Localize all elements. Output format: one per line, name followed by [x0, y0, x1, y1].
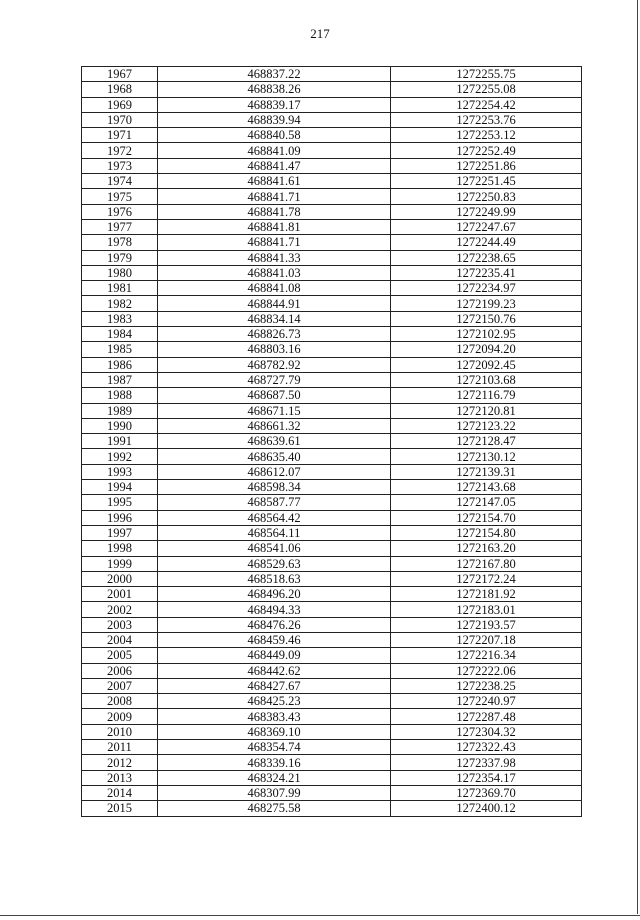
point-number-cell: 1984	[82, 327, 158, 342]
point-number-cell: 2011	[82, 740, 158, 755]
x-coordinate-cell: 468826.73	[158, 327, 391, 342]
table-row	[82, 67, 582, 82]
table-row	[82, 510, 582, 525]
point-number-cell: 1976	[82, 204, 158, 219]
y-coordinate-cell: 1272255.75	[391, 67, 582, 82]
point-number-cell: 1999	[82, 556, 158, 571]
y-coordinate-cell: 1272102.95	[391, 327, 582, 342]
table-row	[82, 357, 582, 372]
x-coordinate-cell: 468803.16	[158, 342, 391, 357]
point-number-cell: 2006	[82, 663, 158, 678]
point-number-cell: 1996	[82, 510, 158, 525]
table-row	[82, 541, 582, 556]
table-row	[82, 342, 582, 357]
point-number-cell: 2009	[82, 709, 158, 724]
table-row	[82, 694, 582, 709]
y-coordinate-cell: 1272252.49	[391, 143, 582, 158]
table-row	[82, 327, 582, 342]
y-coordinate-cell: 1272147.05	[391, 495, 582, 510]
table-row	[82, 311, 582, 326]
y-coordinate-cell: 1272234.97	[391, 281, 582, 296]
point-number-cell: 1992	[82, 449, 158, 464]
point-number-cell: 2005	[82, 648, 158, 663]
point-number-cell: 1986	[82, 357, 158, 372]
point-number-cell: 1991	[82, 434, 158, 449]
y-coordinate-cell: 1272337.98	[391, 755, 582, 770]
x-coordinate-cell: 468541.06	[158, 541, 391, 556]
y-coordinate-cell: 1272216.34	[391, 648, 582, 663]
x-coordinate-cell: 468564.42	[158, 510, 391, 525]
x-coordinate-cell: 468841.03	[158, 265, 391, 280]
point-number-cell: 1977	[82, 219, 158, 234]
y-coordinate-cell: 1272240.97	[391, 694, 582, 709]
point-number-cell: 1983	[82, 311, 158, 326]
point-number-cell: 1981	[82, 281, 158, 296]
point-number-cell: 1987	[82, 372, 158, 387]
point-number-cell: 1967	[82, 67, 158, 82]
point-number-cell: 1988	[82, 388, 158, 403]
x-coordinate-cell: 468841.81	[158, 219, 391, 234]
x-coordinate-cell: 468427.67	[158, 678, 391, 693]
y-coordinate-cell: 1272207.18	[391, 632, 582, 647]
table-row	[82, 525, 582, 540]
table-row	[82, 204, 582, 219]
x-coordinate-cell: 468839.94	[158, 112, 391, 127]
x-coordinate-cell: 468782.92	[158, 357, 391, 372]
y-coordinate-cell: 1272251.86	[391, 158, 582, 173]
table-row	[82, 449, 582, 464]
point-number-cell: 1994	[82, 480, 158, 495]
point-number-cell: 1972	[82, 143, 158, 158]
y-coordinate-cell: 1272181.92	[391, 587, 582, 602]
table-row	[82, 678, 582, 693]
x-coordinate-cell: 468844.91	[158, 296, 391, 311]
y-coordinate-cell: 1272354.17	[391, 770, 582, 785]
x-coordinate-cell: 468841.08	[158, 281, 391, 296]
x-coordinate-cell: 468671.15	[158, 403, 391, 418]
x-coordinate-cell: 468837.22	[158, 67, 391, 82]
table-row	[82, 785, 582, 800]
point-number-cell: 2008	[82, 694, 158, 709]
table-row	[82, 587, 582, 602]
table-row	[82, 632, 582, 647]
point-number-cell: 1978	[82, 235, 158, 250]
x-coordinate-cell: 468687.50	[158, 388, 391, 403]
x-coordinate-cell: 468727.79	[158, 372, 391, 387]
point-number-cell: 1975	[82, 189, 158, 204]
x-coordinate-cell: 468834.14	[158, 311, 391, 326]
coordinate-table-body	[82, 67, 582, 817]
coordinate-table	[81, 66, 582, 817]
y-coordinate-cell: 1272154.80	[391, 525, 582, 540]
y-coordinate-cell: 1272253.12	[391, 128, 582, 143]
point-number-cell: 1980	[82, 265, 158, 280]
point-number-cell: 1982	[82, 296, 158, 311]
table-row	[82, 403, 582, 418]
table-row	[82, 235, 582, 250]
y-coordinate-cell: 1272254.42	[391, 97, 582, 112]
point-number-cell: 1989	[82, 403, 158, 418]
table-row	[82, 143, 582, 158]
y-coordinate-cell: 1272092.45	[391, 357, 582, 372]
page-edge-bottom	[0, 915, 640, 916]
table-row	[82, 82, 582, 97]
table-row	[82, 464, 582, 479]
table-row	[82, 250, 582, 265]
y-coordinate-cell: 1272249.99	[391, 204, 582, 219]
x-coordinate-cell: 468476.26	[158, 617, 391, 632]
x-coordinate-cell: 468307.99	[158, 785, 391, 800]
x-coordinate-cell: 468383.43	[158, 709, 391, 724]
y-coordinate-cell: 1272244.49	[391, 235, 582, 250]
page-number: 217	[310, 26, 330, 41]
table-row	[82, 128, 582, 143]
table-row	[82, 770, 582, 785]
y-coordinate-cell: 1272222.06	[391, 663, 582, 678]
x-coordinate-cell: 468518.63	[158, 571, 391, 586]
point-number-cell: 2001	[82, 587, 158, 602]
point-number-cell: 1979	[82, 250, 158, 265]
y-coordinate-cell: 1272304.32	[391, 724, 582, 739]
point-number-cell: 2015	[82, 801, 158, 816]
y-coordinate-cell: 1272400.12	[391, 801, 582, 816]
table-row	[82, 602, 582, 617]
table-row	[82, 112, 582, 127]
point-number-cell: 2014	[82, 785, 158, 800]
point-number-cell: 2007	[82, 678, 158, 693]
y-coordinate-cell: 1272139.31	[391, 464, 582, 479]
table-row	[82, 281, 582, 296]
y-coordinate-cell: 1272116.79	[391, 388, 582, 403]
x-coordinate-cell: 468324.21	[158, 770, 391, 785]
x-coordinate-cell: 468587.77	[158, 495, 391, 510]
x-coordinate-cell: 468529.63	[158, 556, 391, 571]
y-coordinate-cell: 1272130.12	[391, 449, 582, 464]
table-row	[82, 495, 582, 510]
point-number-cell: 1990	[82, 418, 158, 433]
table-row	[82, 418, 582, 433]
table-row	[82, 709, 582, 724]
point-number-cell: 1971	[82, 128, 158, 143]
y-coordinate-cell: 1272154.70	[391, 510, 582, 525]
point-number-cell: 2010	[82, 724, 158, 739]
y-coordinate-cell: 1272103.68	[391, 372, 582, 387]
x-coordinate-cell: 468841.47	[158, 158, 391, 173]
y-coordinate-cell: 1272238.65	[391, 250, 582, 265]
y-coordinate-cell: 1272183.01	[391, 602, 582, 617]
x-coordinate-cell: 468369.10	[158, 724, 391, 739]
y-coordinate-cell: 1272120.81	[391, 403, 582, 418]
point-number-cell: 2013	[82, 770, 158, 785]
x-coordinate-cell: 468841.61	[158, 174, 391, 189]
point-number-cell: 2004	[82, 632, 158, 647]
y-coordinate-cell: 1272143.68	[391, 480, 582, 495]
table-row	[82, 174, 582, 189]
y-coordinate-cell: 1272199.23	[391, 296, 582, 311]
x-coordinate-cell: 468635.40	[158, 449, 391, 464]
table-row	[82, 556, 582, 571]
y-coordinate-cell: 1272123.22	[391, 418, 582, 433]
y-coordinate-cell: 1272238.25	[391, 678, 582, 693]
point-number-cell: 1993	[82, 464, 158, 479]
x-coordinate-cell: 468838.26	[158, 82, 391, 97]
x-coordinate-cell: 468612.07	[158, 464, 391, 479]
x-coordinate-cell: 468841.78	[158, 204, 391, 219]
table-row	[82, 571, 582, 586]
y-coordinate-cell: 1272094.20	[391, 342, 582, 357]
y-coordinate-cell: 1272250.83	[391, 189, 582, 204]
x-coordinate-cell: 468841.33	[158, 250, 391, 265]
table-row	[82, 189, 582, 204]
x-coordinate-cell: 468339.16	[158, 755, 391, 770]
y-coordinate-cell: 1272247.67	[391, 219, 582, 234]
x-coordinate-cell: 468598.34	[158, 480, 391, 495]
x-coordinate-cell: 468841.71	[158, 235, 391, 250]
x-coordinate-cell: 468354.74	[158, 740, 391, 755]
y-coordinate-cell: 1272253.76	[391, 112, 582, 127]
x-coordinate-cell: 468564.11	[158, 525, 391, 540]
x-coordinate-cell: 468275.58	[158, 801, 391, 816]
table-row	[82, 724, 582, 739]
point-number-cell: 2003	[82, 617, 158, 632]
table-row	[82, 219, 582, 234]
table-row	[82, 158, 582, 173]
x-coordinate-cell: 468840.58	[158, 128, 391, 143]
y-coordinate-cell: 1272163.20	[391, 541, 582, 556]
point-number-cell: 1969	[82, 97, 158, 112]
x-coordinate-cell: 468449.09	[158, 648, 391, 663]
y-coordinate-cell: 1272322.43	[391, 740, 582, 755]
point-number-cell: 1998	[82, 541, 158, 556]
x-coordinate-cell: 468841.09	[158, 143, 391, 158]
point-number-cell: 1995	[82, 495, 158, 510]
x-coordinate-cell: 468459.46	[158, 632, 391, 647]
y-coordinate-cell: 1272235.41	[391, 265, 582, 280]
page-edge-right	[637, 0, 638, 914]
x-coordinate-cell: 468839.17	[158, 97, 391, 112]
table-row	[82, 388, 582, 403]
table-row	[82, 801, 582, 816]
point-number-cell: 2012	[82, 755, 158, 770]
x-coordinate-cell: 468494.33	[158, 602, 391, 617]
x-coordinate-cell: 468639.61	[158, 434, 391, 449]
y-coordinate-cell: 1272128.47	[391, 434, 582, 449]
x-coordinate-cell: 468496.20	[158, 587, 391, 602]
table-row	[82, 265, 582, 280]
table-row	[82, 434, 582, 449]
table-row	[82, 648, 582, 663]
table-row	[82, 663, 582, 678]
y-coordinate-cell: 1272172.24	[391, 571, 582, 586]
table-row	[82, 372, 582, 387]
y-coordinate-cell: 1272369.70	[391, 785, 582, 800]
y-coordinate-cell: 1272287.48	[391, 709, 582, 724]
table-row	[82, 97, 582, 112]
x-coordinate-cell: 468442.62	[158, 663, 391, 678]
table-row	[82, 740, 582, 755]
point-number-cell: 1997	[82, 525, 158, 540]
table-row	[82, 480, 582, 495]
table-row	[82, 755, 582, 770]
y-coordinate-cell: 1272193.57	[391, 617, 582, 632]
y-coordinate-cell: 1272251.45	[391, 174, 582, 189]
table-row	[82, 296, 582, 311]
point-number-cell: 2000	[82, 571, 158, 586]
y-coordinate-cell: 1272255.08	[391, 82, 582, 97]
x-coordinate-cell: 468425.23	[158, 694, 391, 709]
point-number-cell: 1974	[82, 174, 158, 189]
x-coordinate-cell: 468661.32	[158, 418, 391, 433]
table-row	[82, 617, 582, 632]
point-number-cell: 1970	[82, 112, 158, 127]
y-coordinate-cell: 1272167.80	[391, 556, 582, 571]
x-coordinate-cell: 468841.71	[158, 189, 391, 204]
point-number-cell: 2002	[82, 602, 158, 617]
point-number-cell: 1985	[82, 342, 158, 357]
point-number-cell: 1973	[82, 158, 158, 173]
point-number-cell: 1968	[82, 82, 158, 97]
y-coordinate-cell: 1272150.76	[391, 311, 582, 326]
